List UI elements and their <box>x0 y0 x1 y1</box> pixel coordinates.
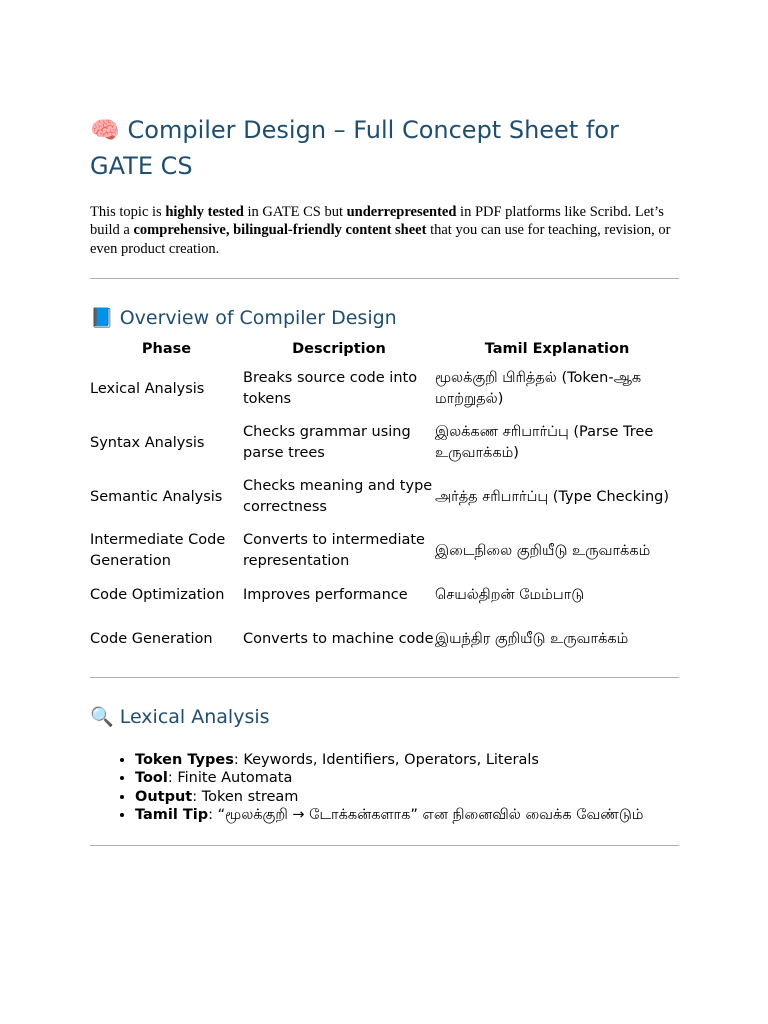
item-text: : Token stream <box>192 788 299 805</box>
item-label: Token Types <box>135 752 234 768</box>
phase-cell: Code Generation <box>90 630 213 647</box>
phase-cell: Intermediate Code Generation <box>90 532 226 569</box>
intro-paragraph <box>90 203 679 258</box>
column-header-description: Description <box>292 340 386 357</box>
description-cell: Checks grammar using parse trees <box>243 424 411 461</box>
list-item <box>135 806 643 824</box>
item-text: : “மூலக்குறி → டோக்கன்களாக” என நினைவில் வைக்க வேண்டும் <box>208 806 644 823</box>
item-label: Output <box>135 788 193 805</box>
tamil-cell: அர்த்த சரிபார்ப்பு (Type Checking) <box>435 488 670 505</box>
phase-cell: Syntax Analysis <box>90 434 205 451</box>
description-cell: Checks meaning and type correctness <box>243 478 433 515</box>
table-row <box>90 470 679 524</box>
overview-heading: 📘 Overview of Compiler Design <box>90 307 397 329</box>
tamil-cell: மூலக்குறி பிரித்தல் (Token-ஆக மாற்றுதல்) <box>435 370 642 407</box>
table-row <box>90 612 679 666</box>
tamil-cell: இயந்திர குறியீடு உருவாக்கம் <box>435 630 629 647</box>
list-item <box>135 788 643 806</box>
table-row <box>90 362 679 416</box>
tamil-cell: செயல்திறன் மேம்பாடு <box>435 586 585 603</box>
section-divider <box>90 677 679 678</box>
intro-text-4: that you can use for teaching, revision, or even product creation. <box>90 222 671 257</box>
phases-table <box>90 336 679 666</box>
item-label: Tamil Tip <box>135 806 209 823</box>
column-header-phase: Phase <box>141 340 192 357</box>
phase-cell: Lexical Analysis <box>90 380 205 397</box>
intro-bold-3: comprehensive, bilingual-friendly content sheet <box>133 222 427 239</box>
phase-cell: Semantic Analysis <box>90 488 223 505</box>
column-header-tamil: Tamil Explanation <box>484 340 630 357</box>
list-item <box>135 769 643 787</box>
lexical-points-list <box>90 751 643 824</box>
item-text: : Finite Automata <box>167 770 293 787</box>
intro-text-1: This topic is <box>90 204 166 220</box>
table-header-row <box>90 336 679 362</box>
page-title: 🧠 Compiler Design – Full Concept Sheet for GATE CS <box>90 116 619 180</box>
table-row <box>90 524 679 578</box>
description-cell: Converts to machine code <box>243 630 434 647</box>
table-row <box>90 416 679 470</box>
intro-bold-2: underrepresented <box>346 204 457 220</box>
intro-text-2: in GATE CS but <box>243 204 347 220</box>
lexical-heading: 🔍 Lexical Analysis <box>90 706 270 728</box>
phase-cell: Code Optimization <box>90 586 225 603</box>
table-row <box>90 578 679 612</box>
item-label: Tool <box>135 770 168 787</box>
section-divider <box>90 845 679 846</box>
description-cell: Improves performance <box>243 586 408 603</box>
tamil-cell: இலக்கண சரிபார்ப்பு (Parse Tree உருவாக்கம்) <box>435 424 654 461</box>
tamil-cell: இடைநிலை குறியீடு உருவாக்கம் <box>435 542 651 559</box>
list-item <box>135 751 643 769</box>
description-cell: Breaks source code into tokens <box>243 370 418 407</box>
section-divider <box>90 278 679 279</box>
intro-text-3: in PDF platforms like Scribd. Let’s build a <box>90 204 664 239</box>
item-text: : Keywords, Identifiers, Operators, Literals <box>233 752 539 768</box>
intro-bold-1: highly tested <box>165 204 244 220</box>
description-cell: Converts to intermediate representation <box>243 532 425 569</box>
